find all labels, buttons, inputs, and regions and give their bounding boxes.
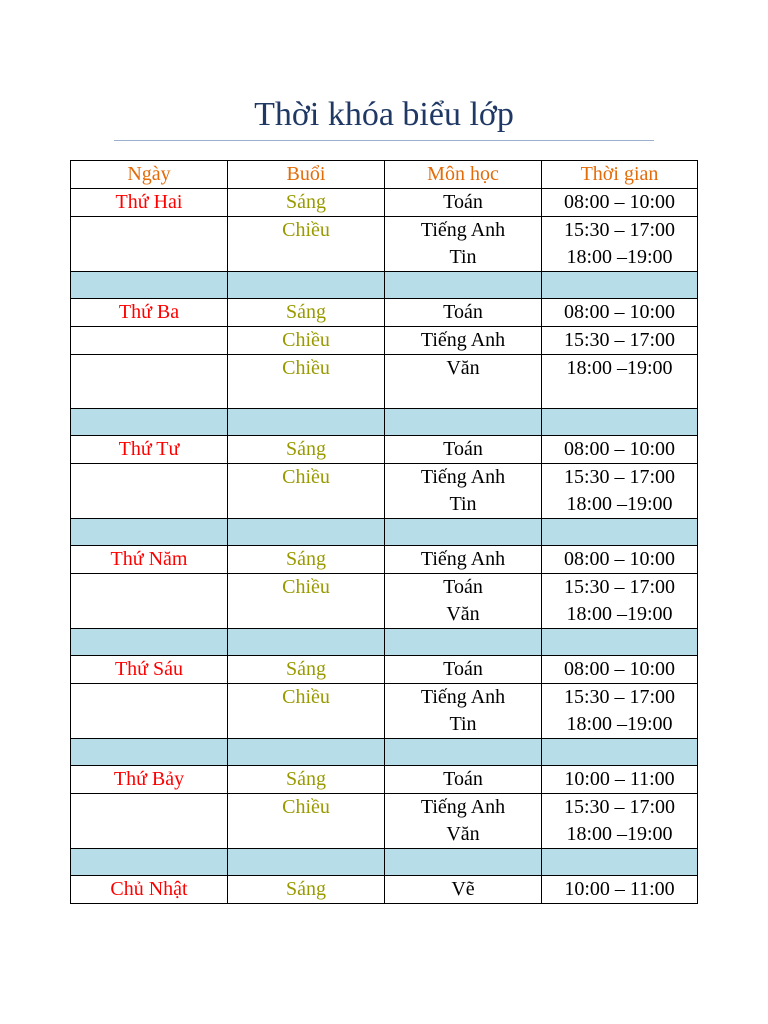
time-cell xyxy=(542,217,698,272)
separator-row xyxy=(71,849,698,876)
session-cell: Chiều xyxy=(228,464,385,519)
subject-cell: Văn xyxy=(385,355,542,409)
time-line: 18:00 –19:00 xyxy=(566,713,673,735)
session-cell: Sáng xyxy=(228,656,385,684)
header-time: Thời gian xyxy=(542,161,698,189)
session-cell: Sáng xyxy=(228,546,385,574)
table-row xyxy=(71,355,698,409)
time-line: 15:30 – 17:00 xyxy=(563,796,676,818)
session-cell: Chiều xyxy=(228,217,385,272)
time-cell: 08:00 – 10:00 xyxy=(542,436,698,464)
table-row xyxy=(71,436,698,464)
table-row xyxy=(71,217,698,272)
table-row xyxy=(71,574,698,629)
session-cell: Chiều xyxy=(228,355,385,409)
subject-cell xyxy=(385,684,542,739)
subject-cell: Vẽ xyxy=(385,876,542,904)
subject-line: Tin xyxy=(449,246,477,268)
separator-row xyxy=(71,409,698,436)
separator-row xyxy=(71,272,698,299)
separator-row xyxy=(71,519,698,546)
time-cell xyxy=(542,794,698,849)
subject-cell: Toán xyxy=(385,299,542,327)
subject-line: Văn xyxy=(446,603,480,625)
day-name: Chủ Nhật xyxy=(71,876,228,904)
time-cell: 10:00 – 11:00 xyxy=(542,766,698,794)
subject-cell xyxy=(385,794,542,849)
session-cell: Chiều xyxy=(228,327,385,355)
time-line: 15:30 – 17:00 xyxy=(563,686,676,708)
table-row xyxy=(71,684,698,739)
subject-line: Tiếng Anh xyxy=(420,219,506,241)
page-title: Thời khóa biểu lớp xyxy=(254,96,514,133)
time-cell: 08:00 – 10:00 xyxy=(542,299,698,327)
subject-cell xyxy=(385,217,542,272)
time-line: 18:00 –19:00 xyxy=(566,823,673,845)
table-row xyxy=(71,327,698,355)
subject-line: Toán xyxy=(443,576,483,598)
table-row xyxy=(71,189,698,217)
header-row xyxy=(71,161,698,189)
subject-line: Tin xyxy=(449,713,477,735)
subject-line: Tin xyxy=(449,493,477,515)
table-row xyxy=(71,766,698,794)
subject-line: Văn xyxy=(446,823,480,845)
time-line: 15:30 – 17:00 xyxy=(563,219,676,241)
time-cell: 18:00 –19:00 xyxy=(542,355,698,409)
session-cell: Chiều xyxy=(228,684,385,739)
day-name: Thứ Tư xyxy=(71,436,228,464)
subject-line: Tiếng Anh xyxy=(420,796,506,818)
subject-line: Tiếng Anh xyxy=(420,466,506,488)
table-row xyxy=(71,794,698,849)
separator-row xyxy=(71,739,698,766)
header-day: Ngày xyxy=(71,161,228,189)
table-row xyxy=(71,299,698,327)
time-line: 18:00 –19:00 xyxy=(566,493,673,515)
time-cell: 08:00 – 10:00 xyxy=(542,189,698,217)
header-session: Buổi xyxy=(228,161,385,189)
day-cell-empty xyxy=(71,355,228,409)
time-cell xyxy=(542,684,698,739)
subject-cell xyxy=(385,464,542,519)
day-cell-empty xyxy=(71,464,228,519)
subject-cell: Tiếng Anh xyxy=(385,327,542,355)
day-cell-empty xyxy=(71,684,228,739)
title-underline xyxy=(114,140,654,141)
time-line: 18:00 –19:00 xyxy=(566,603,673,625)
day-cell-empty xyxy=(71,327,228,355)
table-row xyxy=(71,876,698,904)
time-cell xyxy=(542,574,698,629)
subject-cell: Tiếng Anh xyxy=(385,546,542,574)
time-cell xyxy=(542,464,698,519)
timetable xyxy=(70,160,698,904)
day-name: Thứ Năm xyxy=(71,546,228,574)
table-row xyxy=(71,656,698,684)
session-cell: Sáng xyxy=(228,876,385,904)
time-cell: 10:00 – 11:00 xyxy=(542,876,698,904)
time-line: 15:30 – 17:00 xyxy=(563,576,676,598)
day-name: Thứ Sáu xyxy=(71,656,228,684)
subject-cell: Toán xyxy=(385,189,542,217)
day-cell-empty xyxy=(71,574,228,629)
time-cell: 08:00 – 10:00 xyxy=(542,546,698,574)
table-row xyxy=(71,546,698,574)
day-name: Thứ Hai xyxy=(71,189,228,217)
day-cell-empty xyxy=(71,217,228,272)
time-cell: 08:00 – 10:00 xyxy=(542,656,698,684)
subject-cell: Toán xyxy=(385,766,542,794)
time-line: 15:30 – 17:00 xyxy=(563,466,676,488)
table-row xyxy=(71,464,698,519)
subject-cell: Toán xyxy=(385,436,542,464)
session-cell: Chiều xyxy=(228,794,385,849)
session-cell: Sáng xyxy=(228,299,385,327)
day-cell-empty xyxy=(71,794,228,849)
session-cell: Sáng xyxy=(228,189,385,217)
subject-line: Tiếng Anh xyxy=(420,686,506,708)
separator-row xyxy=(71,629,698,656)
header-subject: Môn học xyxy=(385,161,542,189)
session-cell: Sáng xyxy=(228,766,385,794)
day-name: Thứ Ba xyxy=(71,299,228,327)
time-line: 18:00 –19:00 xyxy=(566,246,673,268)
day-name: Thứ Bảy xyxy=(71,766,228,794)
time-cell: 15:30 – 17:00 xyxy=(542,327,698,355)
session-cell: Sáng xyxy=(228,436,385,464)
subject-cell: Toán xyxy=(385,656,542,684)
subject-cell xyxy=(385,574,542,629)
session-cell: Chiều xyxy=(228,574,385,629)
